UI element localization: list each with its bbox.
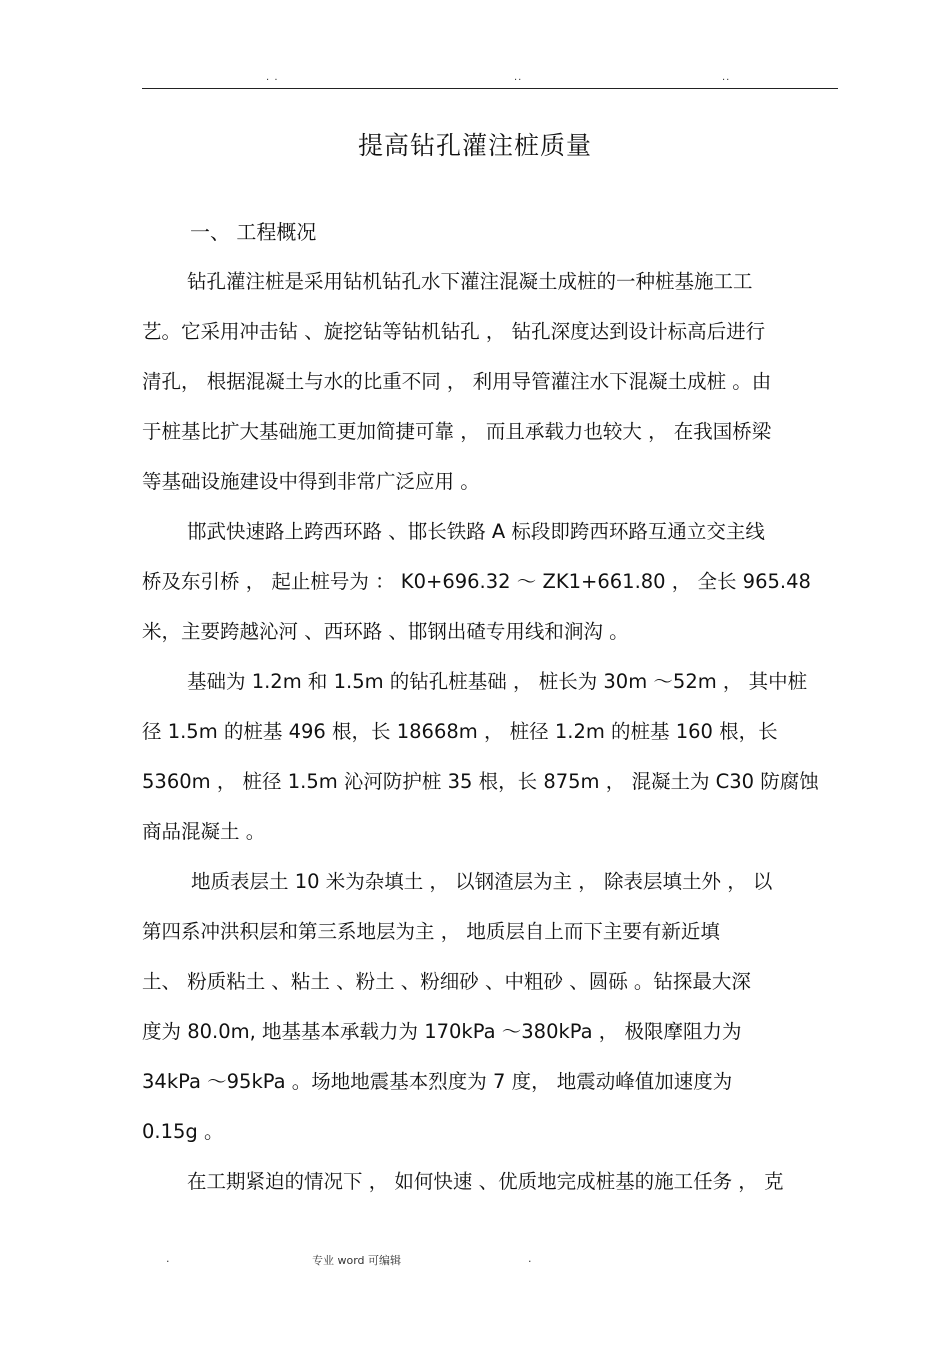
paragraph-line: 等基础设施建设中得到非常广泛应用 。 (142, 470, 480, 493)
paragraph-line: 商品混凝土 。 (142, 820, 266, 843)
paragraph-line: 桥及东引桥 ， 起止桩号为 ： K0+696.32 ～ ZK1+661.80 ， 全长 965.48 (142, 570, 811, 593)
header-dots-center: .. (514, 72, 523, 83)
header-dots-right: .. (722, 72, 731, 83)
footer-right-dot: . (528, 1252, 532, 1265)
footer-text: 专业 word 可编辑 (312, 1254, 402, 1267)
header-rule (142, 88, 838, 89)
paragraph-line: 径 1.5m 的桩基 496 根，长 18668m ， 桩径 1.2m 的桩基 160 根，长 (142, 720, 778, 743)
paragraph-line: 钻孔灌注桩是采用钻机钻孔水下灌注混凝土成桩的一种桩基施工工 (187, 270, 753, 293)
paragraph-line: 第四系冲洪积层和第三系地层为主 ， 地质层自上而下主要有新近填 (142, 920, 720, 943)
footer-left-dot: . (166, 1252, 170, 1265)
header-dots-left: . . (266, 72, 279, 83)
paragraph-line: 清孔， 根据混凝土与水的比重不同 ， 利用导管灌注水下混凝土成桩 。由 (142, 370, 772, 393)
paragraph-line: 基础为 1.2m 和 1.5m 的钻孔桩基础 ， 桩长为 30m ～52m ， 其中桩 (187, 670, 808, 693)
paragraph-line: 34kPa ～95kPa 。场地地震基本烈度为 7 度， 地震动峰值加速度为 (142, 1070, 733, 1093)
paragraph-line: 米，主要跨越沁河 、西环路 、邯钢出碴专用线和涧沟 。 (142, 620, 629, 643)
paragraph-line: 地质表层土 10 米为杂填土 ， 以钢渣层为主 ， 除表层填土外 ， 以 (191, 870, 773, 893)
paragraph-line: 邯武快速路上跨西环路 、邯长铁路 A 标段即跨西环路互通立交主线 (187, 520, 765, 543)
paragraph-line: 艺。它采用冲击钻 、旋挖钻等钻机钻孔 ， 钻孔深度达到设计标高后进行 (142, 320, 766, 343)
paragraph-line: 度为 80.0m, 地基基本承载力为 170kPa ～380kPa ， 极限摩阻力为 (142, 1020, 742, 1043)
paragraph-line: 土、 粉质粘土 、粘土 、粉土 、粉细砂 、中粗砂 、圆砾 。钻探最大深 (142, 970, 751, 993)
paragraph-line: 于桩基比扩大基础施工更加简捷可靠 ， 而且承载力也较大 ， 在我国桥梁 (142, 420, 772, 443)
document-title: 提高钻孔灌注桩质量 (357, 131, 592, 160)
section-heading: 一、 工程概况 (190, 220, 317, 244)
paragraph-line: 5360m ， 桩径 1.5m 沁河防护桩 35 根，长 875m ， 混凝土为 C30 防腐蚀 (142, 770, 819, 793)
paragraph-line: 在工期紧迫的情况下 ， 如何快速 、优质地完成桩基的施工任务 ， 克 (187, 1170, 784, 1193)
paragraph-line: 0.15g 。 (142, 1120, 224, 1143)
